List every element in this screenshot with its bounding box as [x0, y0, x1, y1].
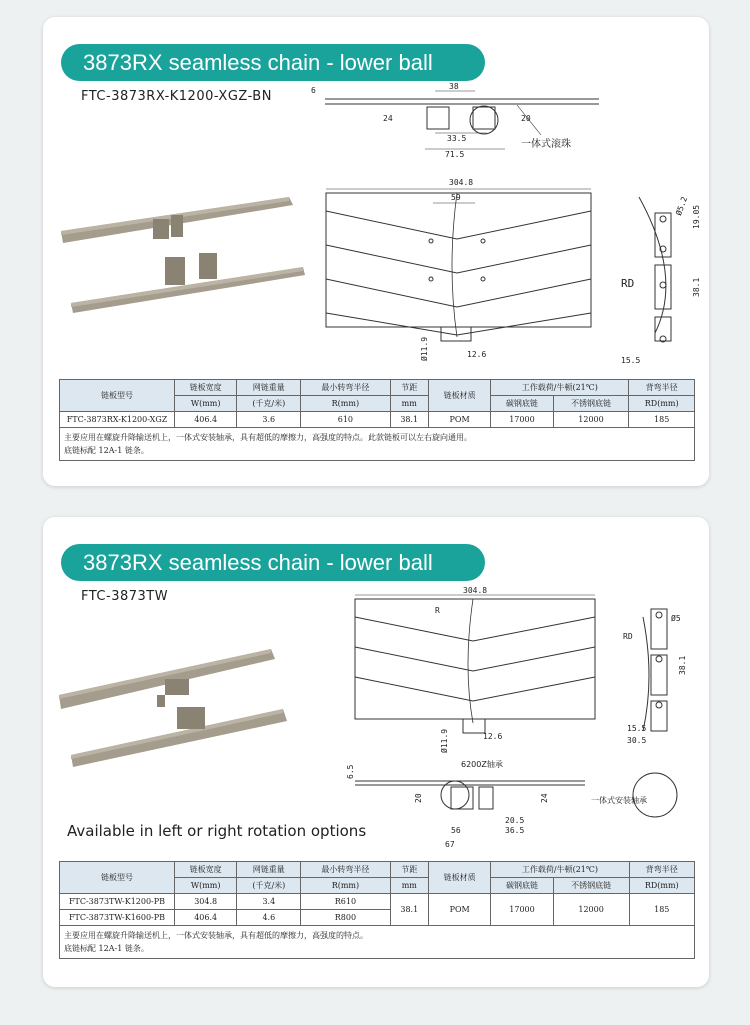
rotation-note: Available in left or right rotation options	[67, 822, 367, 840]
cell-width: 406.4	[175, 412, 237, 428]
col-radius-header: 最小转弯半径	[301, 380, 390, 396]
cell-pitch: 38.1	[390, 412, 428, 428]
label-rd: RD	[623, 632, 633, 641]
spec-table-2	[59, 861, 695, 959]
cell-width: 304.8	[175, 894, 237, 910]
dim-dia-11-9: Ø11.9	[440, 728, 449, 753]
col-back-header: 背弯半径	[629, 380, 695, 396]
dim-59: 59	[451, 193, 461, 202]
dim-6-5: 6.5	[346, 764, 355, 779]
dim-38-1: 38.1	[692, 277, 701, 297]
unit-radius: R(mm)	[301, 396, 390, 412]
dim-304-8: 304.8	[449, 178, 474, 187]
cell-back: 185	[629, 412, 695, 428]
dim-15-5: 15.5	[627, 724, 647, 733]
cell-pitch: 38.1	[390, 894, 428, 926]
cell-carbon: 17000	[491, 412, 553, 428]
unit-weight: (千克/米)	[237, 878, 301, 894]
col-material-header: 链板材质	[428, 380, 490, 412]
dim-24: 24	[383, 114, 393, 123]
col-width-header: 链板宽度	[175, 862, 237, 878]
dim-dia-5-2: Ø5.2	[674, 195, 690, 217]
cell-back: 185	[629, 894, 695, 926]
dim-71-5: 71.5	[445, 150, 465, 159]
col-back-header: 背弯半径	[629, 862, 695, 878]
description-line-1: 主要应用在螺旋升降输送机上，一体式安装轴承，具有超低的摩擦力，高强度的特点。此款链板可以左右旋向通用。	[64, 433, 472, 442]
model-code: FTC-3873TW	[81, 589, 169, 604]
cell-material: POM	[428, 412, 490, 428]
product-title: 3873RX seamless chain - lower ball	[61, 544, 485, 581]
dim-6: 6	[311, 86, 316, 95]
product-card-2	[43, 517, 709, 987]
cell-weight: 3.4	[237, 894, 301, 910]
col-model-header: 链板型号	[60, 862, 175, 894]
cell-stainless: 12000	[553, 412, 629, 428]
side-view-drawing	[43, 517, 709, 877]
cell-radius: 610	[301, 412, 390, 428]
cell-material: POM	[429, 894, 491, 926]
cell-model: FTC-3873TW-K1600-PB	[60, 910, 175, 926]
description-line-2: 底链标配 12A-1 链条。	[64, 944, 149, 953]
col-weight-header: 网链重量	[237, 862, 301, 878]
cell-weight: 4.6	[237, 910, 301, 926]
dim-304-8: 304.8	[463, 586, 488, 595]
col-weight-header: 网链重量	[237, 380, 301, 396]
dim-dia-5: Ø5	[671, 614, 681, 623]
dim-12-6: 12.6	[467, 350, 487, 359]
cell-weight: 3.6	[237, 412, 301, 428]
dim-15-5: 15.5	[621, 356, 641, 365]
unit-radius: R(mm)	[301, 878, 390, 894]
col-model-header: 链板型号	[60, 380, 175, 412]
col-pitch-header: 节距	[390, 862, 428, 878]
table-row	[60, 412, 695, 428]
unit-width: W(mm)	[175, 396, 237, 412]
unit-stainless: 不锈钢底链	[553, 396, 629, 412]
table-description	[60, 428, 695, 461]
model-code: FTC-3873RX-K1200-XGZ-BN	[81, 89, 272, 104]
dim-67: 67	[445, 840, 455, 849]
dim-30-5: 30.5	[627, 736, 647, 745]
callout-integral-bearing: 一体式安装轴承	[591, 796, 647, 805]
unit-back: RD(mm)	[629, 396, 695, 412]
cell-radius: R800	[301, 910, 390, 926]
dim-38-1: 38.1	[678, 655, 687, 675]
unit-stainless: 不锈钢底链	[553, 878, 629, 894]
cell-carbon: 17000	[491, 894, 553, 926]
col-width-header: 链板宽度	[175, 380, 237, 396]
dim-24: 24	[540, 793, 549, 803]
product-card-1	[43, 17, 709, 486]
dim-20: 20	[414, 793, 423, 803]
side-chain-drawing	[43, 17, 709, 377]
unit-back: RD(mm)	[629, 878, 695, 894]
table-description	[60, 926, 695, 959]
unit-carbon: 碳钢底链	[491, 396, 553, 412]
dim-12-6: 12.6	[483, 732, 503, 741]
dim-56: 56	[451, 826, 461, 835]
unit-pitch: mm	[390, 396, 428, 412]
callout-bearing: 6200Z轴承	[461, 760, 503, 769]
dim-dia-11-9: Ø11.9	[420, 336, 429, 361]
col-load-header: 工作载荷/牛顿(21℃)	[491, 862, 629, 878]
col-pitch-header: 节距	[390, 380, 428, 396]
description-line-1: 主要应用在螺旋升降输送机上，一体式安装轴承，具有超低的摩擦力，高强度的特点。	[64, 931, 368, 940]
callout-integral-ball: 一体式滚珠	[521, 139, 571, 150]
unit-pitch: mm	[390, 878, 428, 894]
cell-model: FTC-3873TW-K1200-PB	[60, 894, 175, 910]
cell-stainless: 12000	[553, 894, 629, 926]
dim-20-5: 20.5	[505, 816, 525, 825]
cell-width: 406.4	[175, 910, 237, 926]
description-line-2: 底链标配 12A-1 链条。	[64, 446, 149, 455]
col-radius-header: 最小转弯半径	[301, 862, 390, 878]
spec-table-1	[59, 379, 695, 461]
unit-weight: (千克/米)	[237, 396, 301, 412]
label-rd: RD	[621, 277, 635, 290]
col-material-header: 链板材质	[429, 862, 491, 894]
dim-19-05: 19.05	[692, 204, 701, 229]
cell-radius: R610	[301, 894, 390, 910]
col-load-header: 工作载荷/牛顿(21℃)	[491, 380, 629, 396]
product-title: 3873RX seamless chain - lower ball	[61, 44, 485, 81]
unit-width: W(mm)	[175, 878, 237, 894]
cell-model: FTC-3873RX-K1200-XGZ	[60, 412, 175, 428]
dim-33-5: 33.5	[447, 134, 467, 143]
table-row	[60, 894, 695, 910]
unit-carbon: 碳钢底链	[491, 878, 553, 894]
label-r: R	[435, 606, 440, 615]
dim-36-5: 36.5	[505, 826, 525, 835]
dim-38: 38	[449, 82, 459, 91]
dim-20: 20	[521, 114, 531, 123]
